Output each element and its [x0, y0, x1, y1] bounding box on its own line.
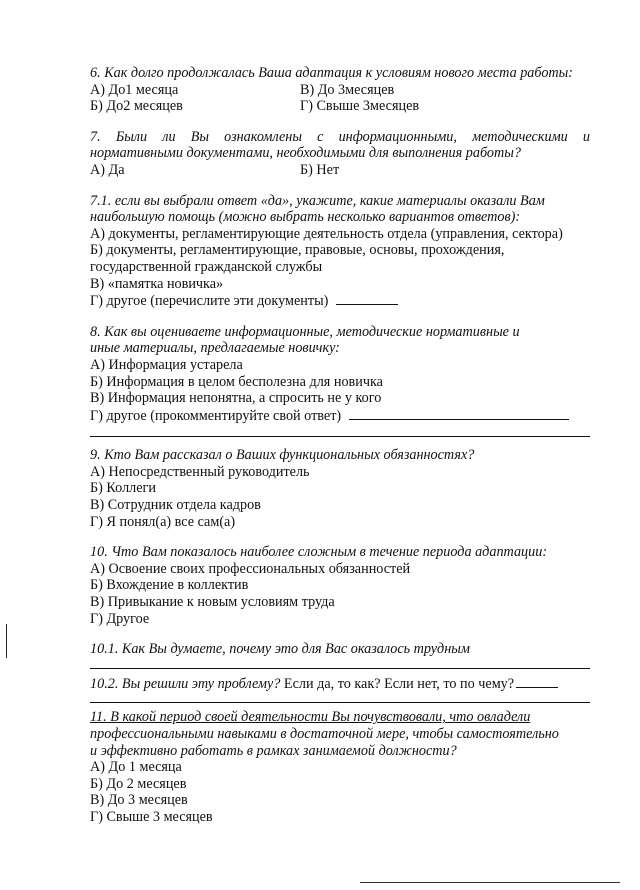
option-6-b[interactable]: Б) До2 месяцев: [90, 98, 183, 115]
question-9-text: 9. Кто Вам рассказал о Ваших функциональных обязанностях?: [90, 447, 475, 464]
answer-blank-7-1[interactable]: [336, 292, 398, 305]
question-11-text-line-3: и эффективно работать в рамках занимаемой должности?: [90, 742, 457, 759]
question-7-text-line-2: нормативными документами, необходимыми для выполнения работы?: [90, 145, 521, 162]
question-9: [90, 447, 590, 530]
question-6: [90, 65, 590, 115]
answer-line-10-2[interactable]: [90, 702, 590, 703]
option-7-1-a[interactable]: А) документы, регламентирующие деятельность отдела (управления, сектора): [90, 225, 563, 242]
question-6-text: 6. Как долго продолжалась Ваша адаптация к условиям нового места работы:: [90, 65, 574, 81]
option-7-1-v[interactable]: В) «памятка новичка»: [90, 275, 224, 292]
option-7-1-g[interactable]: Г) другое (перечислите эти документы): [90, 293, 329, 310]
question-6-row-2: [90, 98, 590, 115]
option-10-b[interactable]: Б) Вхождение в коллектив: [90, 577, 249, 594]
question-10-2-text: Если да, то как? Если нет, то по чему?: [280, 675, 515, 692]
option-10-a[interactable]: А) Освоение своих профессиональных обязанностей: [90, 560, 411, 577]
question-10-2-italic-text: 10.2. Вы решили эту проблему?: [90, 675, 281, 692]
option-8-b[interactable]: Б) Информация в целом бесполезна для новичка: [90, 373, 383, 390]
questionnaire-page: [90, 65, 590, 832]
option-8-a[interactable]: А) Информация устарела: [90, 356, 243, 373]
option-6-v[interactable]: В) До 3месяцев: [300, 81, 395, 98]
question-10-1: [90, 641, 590, 669]
option-11-b[interactable]: Б) До 2 месяцев: [90, 775, 187, 792]
question-10-2-row: [90, 675, 590, 693]
option-9-v[interactable]: В) Сотрудник отдела кадров: [90, 497, 261, 514]
question-10-1-text: 10.1. Как Вы думаете, почему это для Вас оказалось трудным: [90, 641, 470, 658]
question-7-row: [90, 162, 590, 179]
question-7: [90, 129, 590, 179]
option-7-1-b-line-1[interactable]: Б) документы, регламентирующие, правовые, основы, прохождения,: [90, 242, 505, 259]
option-6-a[interactable]: А) До1 месяца: [90, 81, 179, 98]
question-8-text-line-1: 8. Как вы оцениваете информационные, методические нормативные и: [90, 323, 520, 340]
option-7-1-b-line-2: государственной гражданской службы: [90, 258, 323, 275]
question-10-2: [90, 675, 590, 704]
option-10-g[interactable]: Г) Другое: [90, 610, 150, 627]
option-11-g[interactable]: Г) Свыше 3 месяцев: [90, 808, 213, 825]
question-10-text: 10. Что Вам показалось наиболее сложным в течение периода адаптации:: [90, 544, 548, 561]
answer-line-8[interactable]: [90, 436, 590, 437]
question-7-1-text-line-2: наибольшую помощь (можно выбрать несколько вариантов ответов):: [90, 209, 521, 226]
answer-blank-8[interactable]: [349, 407, 569, 420]
option-7-1-g-row: [90, 292, 590, 310]
option-6-g[interactable]: Г) Свыше 3месяцев: [300, 98, 420, 115]
answer-line-10-1[interactable]: [90, 668, 590, 669]
option-9-a[interactable]: А) Непосредственный руководитель: [90, 463, 310, 480]
question-11: [90, 709, 590, 825]
question-7-1: [90, 193, 590, 310]
question-8-text-line-2: иные материалы, предлагаемые новичку:: [90, 340, 340, 357]
question-11-text-line-1: 11. В какой период своей деятельности Вы почувствовали, что овладели: [90, 709, 531, 726]
question-10: [90, 544, 590, 627]
option-8-g[interactable]: Г) другое (прокомментируйте свой ответ): [90, 407, 342, 424]
option-9-g[interactable]: Г) Я понял(а) все сам(а): [90, 513, 236, 530]
option-11-a[interactable]: А) До 1 месяца: [90, 759, 182, 776]
option-11-v[interactable]: В) До 3 месяцев: [90, 792, 188, 809]
question-8: [90, 324, 590, 438]
option-7-b[interactable]: Б) Нет: [300, 161, 340, 178]
question-11-text-line-2: профессиональными навыками в достаточной мере, чтобы самостоятельно: [90, 726, 559, 742]
option-9-b[interactable]: Б) Коллеги: [90, 480, 156, 497]
option-8-g-row: [90, 407, 590, 425]
option-7-a[interactable]: А) Да: [90, 161, 125, 178]
answer-blank-10-2[interactable]: [516, 675, 558, 688]
question-6-row-1: [90, 82, 590, 99]
option-10-v[interactable]: В) Привыкание к новым условиям труда: [90, 594, 335, 611]
option-8-v[interactable]: В) Информация непонятна, а спросить не у кого: [90, 390, 382, 407]
question-7-text-line-1: 7. Были ли Вы ознакомлены с информационными, методическими и: [90, 128, 590, 145]
margin-mark: [6, 624, 7, 658]
question-7-1-text-line-1: 7.1. если вы выбрали ответ «да», укажите, какие материалы оказали Вам: [90, 192, 545, 209]
page-bottom-line: [360, 882, 620, 883]
